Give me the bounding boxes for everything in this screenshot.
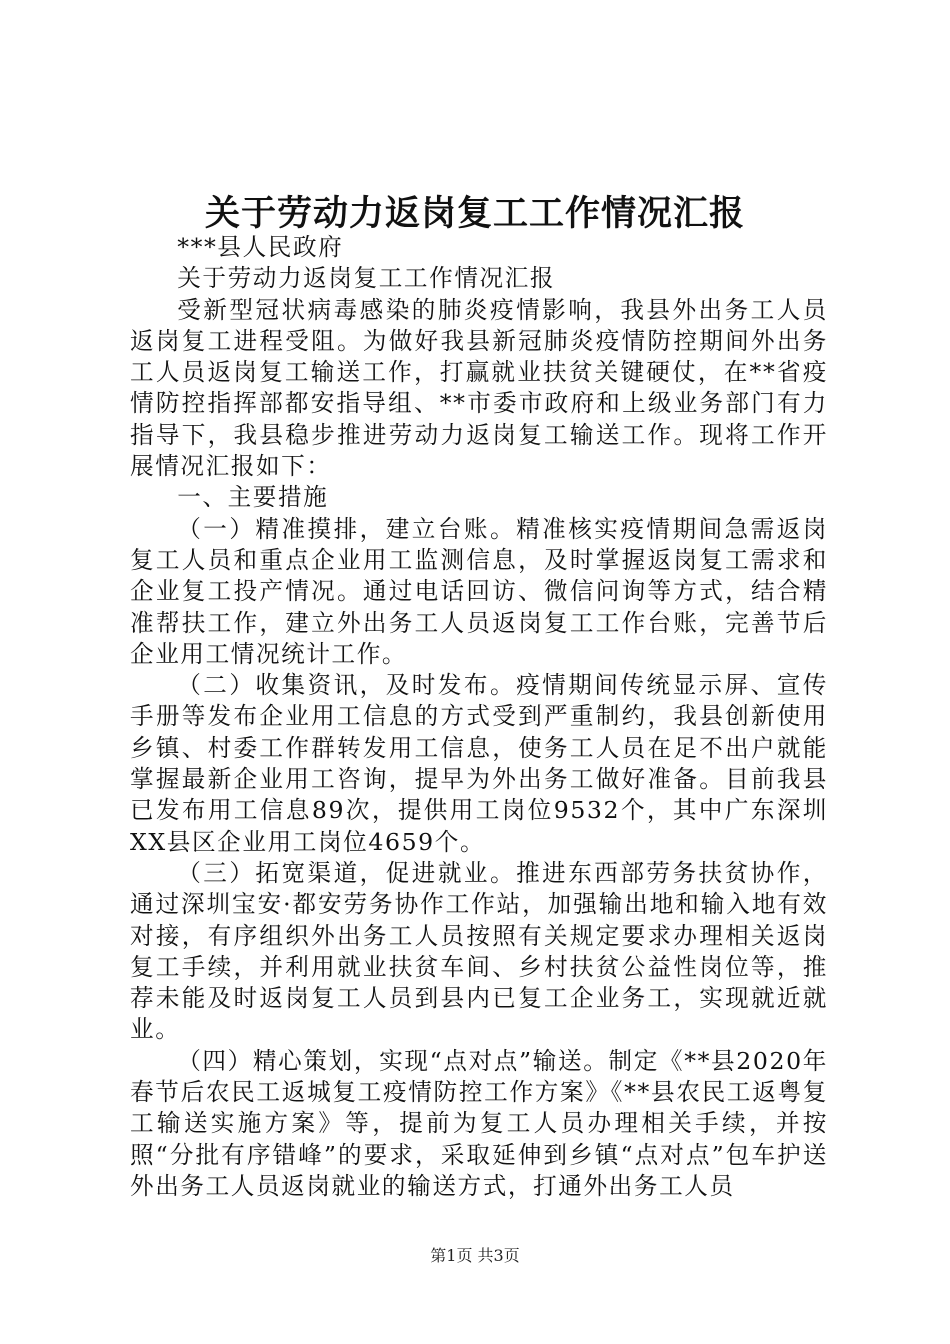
measure-paragraph-3: （三）拓宽渠道，促进就业。推进东西部劳务扶贫协作，通过深圳宝安·都安劳务协作工作站，加强输出地和输入地有效对接，有序组织外出务工人员按照有关规定要求办理相关返岗复工手续，并利用就业扶贫车间、乡村扶贫公益性岗位等，推荐未能及时返岗复工人员到县内已复工企业务工，实现就近就业。 (130, 858, 828, 1044)
intro-paragraph: 受新型冠状病毒感染的肺炎疫情影响，我县外出务工人员返岗复工进程受阻。为做好我县新冠肺炎疫情防控期间外出务工人员返岗复工输送工作，打赢就业扶贫关键硬仗，在**省疫情防控指挥部都安指导组、**市委市政府和上级业务部门有力指导下，我县稳步推进劳动力返岗复工输送工作。现将工作开展情况汇报如下： (130, 295, 828, 481)
document-body (130, 232, 828, 1202)
measure-paragraph-2: （二）收集资讯，及时发布。疫情期间传统显示屏、宣传手册等发布企业用工信息的方式受到严重制约，我县创新使用乡镇、村委工作群转发用工信息，使务工人员在足不出户就能掌握最新企业用工咨询，提早为外出务工做好准备。目前我县已发布用工信息89次，提供用工岗位9532个，其中广东深圳XX县区企业用工岗位4659个。 (130, 671, 828, 856)
section-heading: 一、主要措施 (177, 483, 329, 512)
measure-paragraph-1: （一）精准摸排，建立台账。精准核实疫情期间急需返岗复工人员和重点企业用工监测信息，及时掌握返岗复工需求和企业复工投产情况。通过电话回访、微信问询等方式，结合精准帮扶工作，建立外出务工人员返岗复工工作台账，完善节后企业用工情况统计工作。 (130, 514, 828, 668)
document-title: 关于劳动力返岗复工工作情况汇报 (204, 193, 745, 234)
subtitle-line: 关于劳动力返岗复工工作情况汇报 (177, 264, 556, 293)
page-footer: 第1页 共3页 (430, 1246, 520, 1265)
measure-paragraph-4: （四）精心策划，实现“点对点”输送。制定《**县2020年春节后农民工返城复工疫情防控工作方案》《**县农民工返粤复工输送实施方案》等，提前为复工人员办理相关手续，并按照“分批有序错峰”的要求，采取延伸到乡镇“点对点”包车护送外出务工人员返岗就业的输送方式，打通外出务工人员 (130, 1046, 828, 1200)
issuer-line: ***县人民政府 (177, 233, 344, 261)
